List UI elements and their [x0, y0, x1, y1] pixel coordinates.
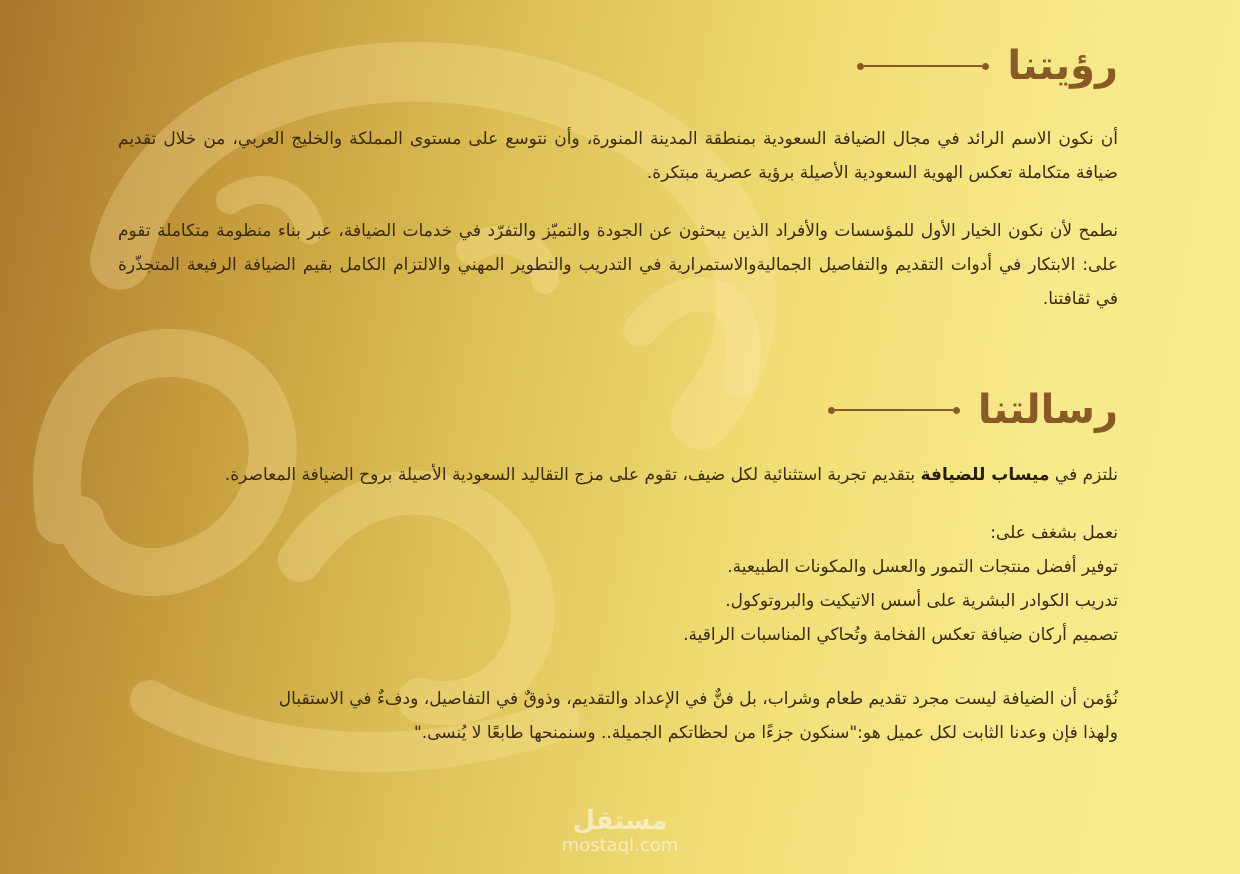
mission-ornament-divider: [828, 407, 960, 414]
mission-list-item: تدريب الكوادر البشرية على أسس الاتيكيت والبروتوكول.: [725, 591, 1118, 611]
mostaql-watermark: [510, 806, 730, 856]
vision-paragraph-2: نطمح لأن نكون الخيار الأول للمؤسسات والأفراد الذين يبحثون عن الجودة والتميّز والتفرّد في خدمات الضيافة، عبر بناء منظومة متكاملة تقوم على: الابتكار في أدوات التقديم والتفاصيل الجماليةوالاستمرارية في التدريب والتطوير المهني والالتزام الكامل بقيم الضيافة الرفيعة المتجذّرة في ثقافتنا.: [118, 221, 1118, 309]
main-content: [118, 40, 1118, 750]
mission-list-item: توفير أفضل منتجات التمور والعسل والمكونات الطبيعية.: [727, 557, 1118, 577]
mission-list-item: تصميم أركان ضيافة تعكس الفخامة وتُحاكي المناسبات الراقية.: [683, 625, 1118, 645]
mission-closing-line-2: ولهذا فإن وعدنا الثابت لكل عميل هو:"سنكون جزءًا من لحظاتكم الجميلة.. وسنمنحها طابعًا لا يُنسى.": [413, 723, 1118, 743]
mission-heading-row: [118, 384, 1118, 436]
watermark-arabic: مستقل: [572, 806, 668, 836]
mission-intro-after: بتقديم تجربة استثنائية لكل ضيف، تقوم على مزج التقاليد السعودية الأصيلة بروح الضيافة المعاصرة.: [224, 465, 921, 485]
mission-intro: [118, 458, 1118, 492]
mission-closing-line-1: نُؤمن أن الضيافة ليست مجرد تقديم طعام وشراب، بل فنٌّ في الإعداد والتقديم، وذوقٌ في التفاصيل، ودفءٌ في الاستقبال: [278, 689, 1118, 709]
watermark-latin: mostaql.com: [561, 835, 679, 856]
vision-title: رؤيتنا: [1007, 43, 1118, 89]
vision-heading-row: [118, 40, 1118, 92]
mission-title: رسالتنا: [977, 387, 1118, 433]
mission-intro-before: نلتزم في: [1049, 465, 1118, 485]
mission-list-heading: نعمل بشغف على:: [990, 523, 1118, 543]
brand-name: ميساب للضيافة: [920, 465, 1050, 485]
vision-ornament-divider: [857, 63, 989, 70]
vision-paragraph-1: أن نكون الاسم الرائد في مجال الضيافة السعودية بمنطقة المدينة المنورة، وأن نتوسع على مستوى المملكة والخليج العربي، من خلال تقديم ضيافة متكاملة تعكس الهوية السعودية الأصيلة برؤية عصرية مبتكرة.: [118, 129, 1118, 183]
